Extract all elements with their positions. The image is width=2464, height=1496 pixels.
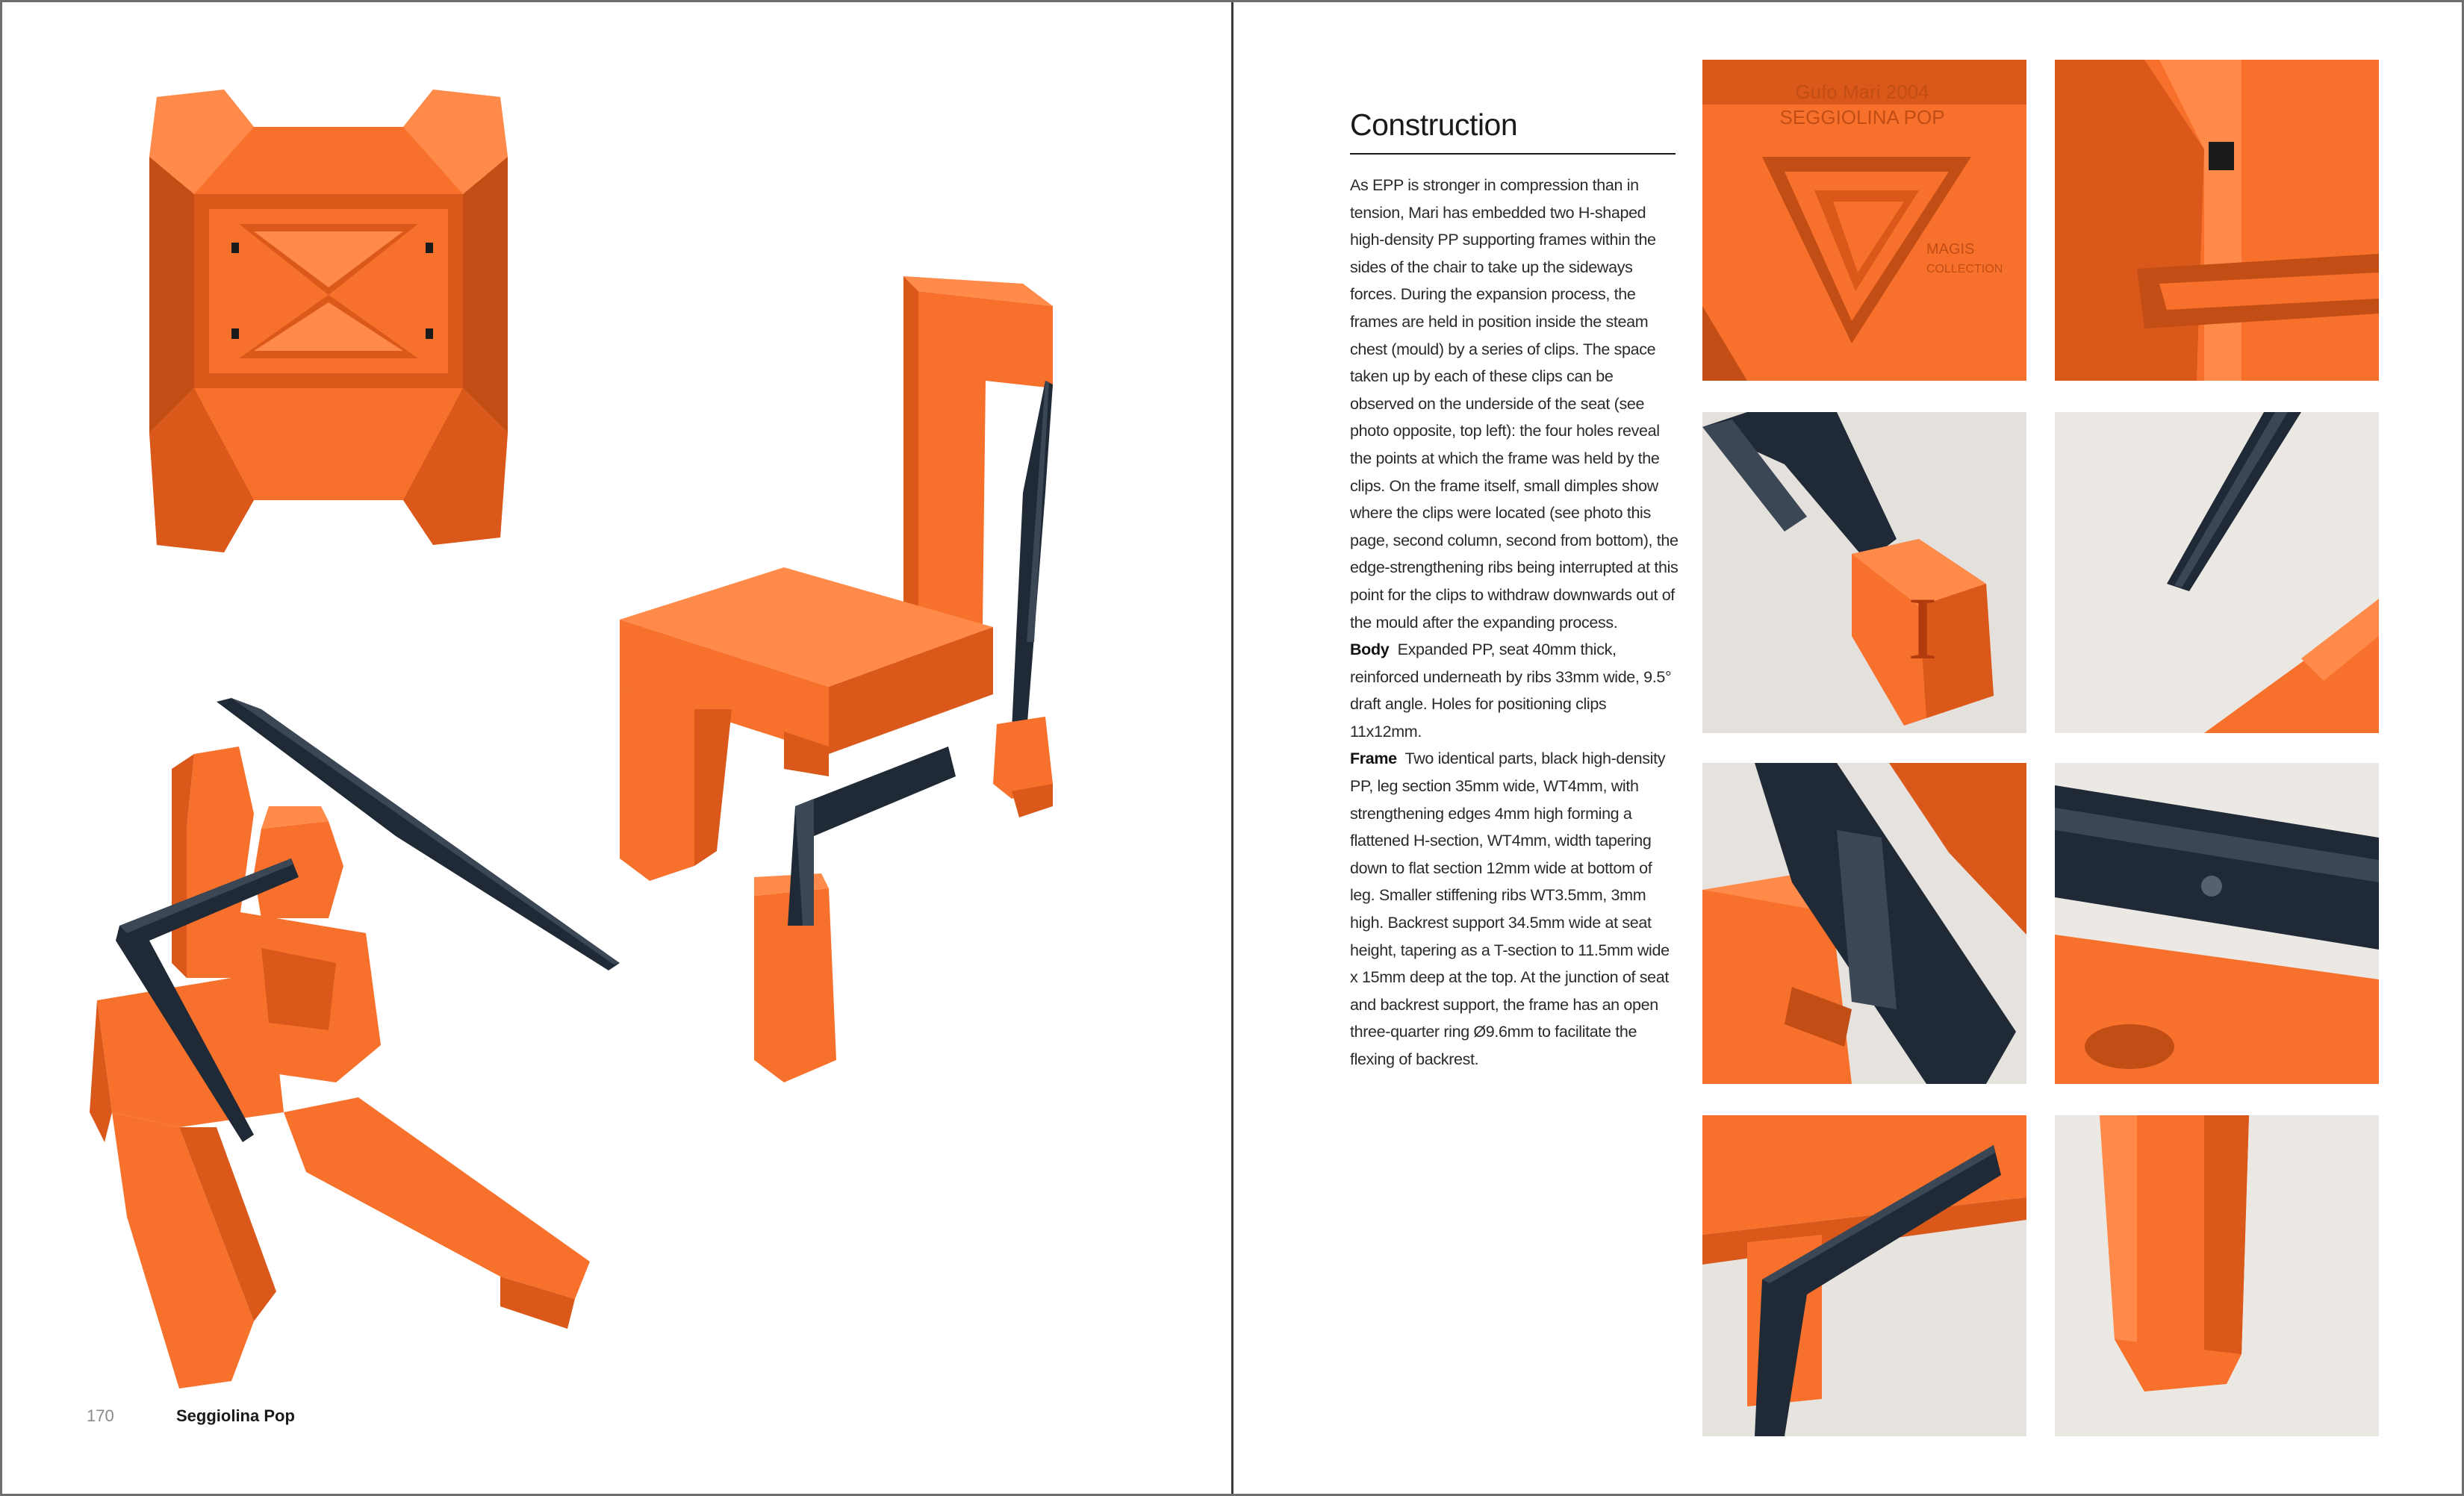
frame-spec xyxy=(1350,745,1679,1073)
intro-paragraph: As EPP is stronger in compression than in tension, Mari has embedded two H-shaped high-density PP supporting frames within the sides of the chair to take up the sideways forces. During the expansion process, the frames are held in position inside the steam chest (mould) by a series of clips. The space taken up by each of these clips can be observed on the underside of the seat (see photo opposite, top left): the four holes reveal the points at which the frame was held by the clips. On the frame itself, small dimples show where the clips were located (see photo this page, second column, second from bottom), the edge-strengthening ribs being interrupted at this point for the clips to withdraw downwards out of the mould after the expanding process. xyxy=(1350,176,1679,632)
embossed-marking-line1: Gufo Mari 2004 xyxy=(1795,81,1929,103)
detail-photo-leg-end xyxy=(1702,412,2026,733)
frame-spec-text: Two identical parts, black high-density PP, leg section 35mm wide, WT4mm, with strengthening edges 4mm high forming a flattened H-section, WT4mm, width tapering down to flat section 12mm wide at bottom of leg. Smaller stiffening ribs WT3.5mm, 3mm high. Backrest support 34.5mm wide at seat height, tapering as a T-section to 11.5mm wide x 15mm deep at the top. At the junction of seat and backrest support, the frame has an open three-quarter ring Ø9.6mm to facilitate the flexing of backrest. xyxy=(1350,749,1670,1068)
folio-number: 170 xyxy=(87,1406,114,1425)
detail-photo-clip-hole xyxy=(2055,60,2379,381)
detail-photo-frame-rib xyxy=(1702,1115,2026,1436)
detail-photo-frame-end xyxy=(2055,412,2379,733)
detail-photo-embossed-marking xyxy=(1702,60,2026,381)
chair-with-frame-photo xyxy=(605,269,1142,1097)
running-title: Seggiolina Pop xyxy=(176,1406,295,1425)
construction-text xyxy=(1350,172,1679,1073)
body-spec xyxy=(1350,636,1679,745)
embossed-logo-line2: COLLECTION xyxy=(1926,263,2003,275)
disassembled-chair-photo xyxy=(82,694,635,1396)
embossed-logo-line1: MAGIS xyxy=(1926,241,1975,258)
section-heading: Construction xyxy=(1350,107,1676,155)
detail-photo-clip-dimple xyxy=(2055,763,2379,1084)
frame-spec-label: Frame xyxy=(1350,749,1397,768)
detail-photo-frame-in-body xyxy=(1702,763,2026,1084)
chair-underside-photo xyxy=(149,82,582,567)
body-spec-label: Body xyxy=(1350,641,1390,659)
detail-photo-leg-tip xyxy=(2055,1115,2379,1436)
embossed-marking-line2: SEGGIOLINA POP xyxy=(1779,106,1945,128)
embossed-letter: I xyxy=(1908,579,1938,678)
body-spec-text: Expanded PP, seat 40mm thick, reinforced underneath by ribs 33mm wide, 9.5° draft angle. Holes for positioning clips 11x12mm. xyxy=(1350,641,1672,741)
